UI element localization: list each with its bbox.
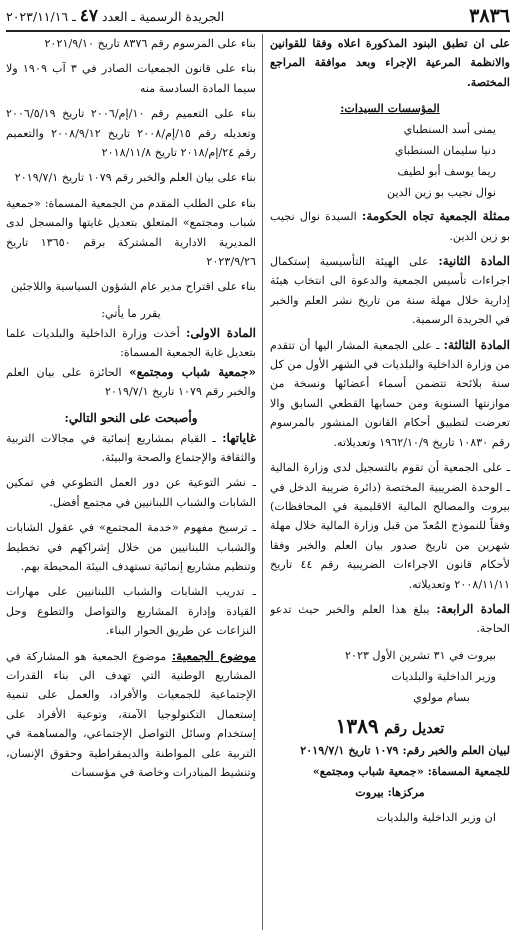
amendment-number: ١٣٨٩	[335, 713, 379, 738]
goal-4: ـ تدريب الشابات والشباب اللبنانيين على مهارات القيادة وإدارة المشاريع والتواصل والتطوع وحل النزاعات عن طريق الحوار البناء.	[6, 585, 256, 638]
representative-text: السيدة نوال نجيب بو زين الدين.	[270, 210, 510, 243]
article-1-text: أخذت وزارة الداخلية والبلديات علما بتعديل غاية الجمعية المسماة:	[6, 326, 256, 360]
article-2-text: على الهيئة التأسيسية إستكمال اجراءات تأسيس الجمعية والدعوة الى انتخاب هيئة إدارية خلال مهلة سنة من تاريخ نشر العلم والخبر في الجريدة الرسمية.	[270, 255, 510, 327]
basis-3: بناء على التعميم رقم ١٠/إم/٢٠٠٦ تاريخ ٢٠٠٦/٥/١٩ وتعديله رقم ١٥/إم/٢٠٠٨ تاريخ ٢٠٠٨/٩/١٢ والتعميم رقم ٢٤/إم/٢٠١٨ تاريخ ٢٠١٨/١١/٨	[6, 107, 256, 160]
gazette-issue	[6, 6, 224, 26]
article-3-text: ـ على الجمعية المشار اليها أن تتقدم من وزارة الداخلية والبلديات في الشهر الأول من كل سنة بلائحة تتضمن أسماء أعضائها ونسخة من موازنتها السنوية ومن حسابها القطعي السابق والا تعرضت لتطبيق أحكام القانون المنشور بالمرسوم رقم ١٠٨٣٠ تاريخ ١٩٦٢/١٠/٩ وتعديلاته.	[270, 338, 510, 449]
article-3-label: المادة الثالثة:	[443, 337, 510, 352]
article-2-label: المادة الثانية:	[438, 254, 510, 269]
article-4	[270, 600, 510, 639]
founders-title: المؤسسات السيدات:	[340, 101, 440, 116]
amendment-heading	[270, 714, 510, 738]
goal-3: ـ ترسيخ مفهوم «خدمة المجتمع» في عقول الشابات والشباب اللبنانيين من خلال إشراكهم في تخطيط وتنظيم مشاريع إنمائية تستهدف البيئة المحيطة بهم.	[6, 521, 256, 573]
goals-label: غاياتها:	[222, 430, 256, 445]
subject-text: موضوع الجمعية هو المشاركة في المشاريع الوطنية التي تهدف الى بناء القدرات الإجتماعية للجمعيات والأفراد، والعمل على تنمية إستعمال التكنولوجيا الآمنة، وتوعية الأفراد على إستخدام وسائل التواصل الإجتماعي، والمساهمة في التربية على المواطنة والديمقراطية وحقوق الإنسان، وتنشيط المبادرات وخاصة في مؤسسات	[6, 649, 256, 779]
founder-4: نوال نجيب بو زين الدين	[387, 186, 496, 200]
founder-1: يمنى أسد السنطباي	[403, 123, 496, 137]
article-3	[270, 336, 510, 452]
basis-6: بناء على اقتراح مدير عام الشؤون السياسية واللاجئين	[11, 280, 256, 294]
representative-label: ممثلة الجمعية تجاه الحكومة:	[361, 209, 510, 224]
representative	[270, 207, 510, 246]
intro-text: على ان تطبق البنود المذكورة اعلاه وفقا للقوانين والانظمة المرعية الإجراء وبعد موافقة المراجع المختصة.	[270, 36, 510, 89]
amendment-minister: ان وزير الداخلية والبلديات	[376, 810, 496, 824]
article-4-label: المادة الرابعة:	[436, 601, 510, 616]
became-heading: وأصبحت على النحو التالي:	[64, 410, 198, 425]
subject-label: موضوع الجمعية:	[171, 648, 256, 663]
article-1-label: المادة الاولى:	[185, 325, 256, 340]
article-3-tax: ـ على الجمعية أن تقوم بالتسجيل لدى وزارة المالية ـ الوحدة الضريبية المختصة (دائرة ضريبة الدخل في بيروت والمصالح المالية الاقليمية في المحافظات) وفقاً للنموذج المُعدّ من قبل وزارة المالية خلال مهلة شهرين من تاريخ صدور بيان العلم والخبر وفقا لأحكام قانون الاجراءات الضريبية رقم ٤٤ تاريخ ٢٠٠٨/١١/١١ وتعديلاته.	[270, 461, 510, 591]
gazette-title: الجريدة الرسمية ـ العدد	[102, 9, 225, 24]
amendment-prefix: تعديل رقم	[384, 720, 445, 737]
amendment-line-2: للجمعية المسماة: «جمعية شباب ومجتمع»	[312, 763, 510, 778]
page-header	[6, 2, 510, 32]
signature-date: بيروت في ٣١ تشرين الأول ٢٠٢٣	[344, 648, 496, 662]
amendment-hq: مركزها: بيروت	[355, 784, 425, 799]
founder-2: دنيا سليمان السنطباي	[394, 144, 496, 158]
signature-title: وزير الداخلية والبلديات	[391, 669, 496, 683]
issue-number: ٤٧	[79, 6, 99, 26]
basis-4: بناء على بيان العلم والخبر رقم ١٠٧٩ تاريخ ٢٠١٩/٧/١	[14, 171, 256, 185]
decides-heading: يقرر ما يأتي:	[101, 306, 161, 320]
goals-text: ـ القيام بمشاريع إنمائية في مجالات التربية والثقافة والإجتماع والصحة والبيئة.	[6, 431, 256, 464]
subject	[6, 647, 256, 783]
goals	[6, 429, 256, 468]
goal-2: ـ نشر التوعية عن دور العمل التطوعي في تمكين الشابات والشباب اللبنانيين في مجتمع أفضل.	[6, 476, 256, 509]
basis-1: بناء على المرسوم رقم ٨٣٧٦ تاريخ ٢٠٢١/٩/١٠	[44, 37, 256, 50]
article-1	[6, 324, 256, 402]
page-number: ٣٨٣٦	[469, 5, 510, 27]
article-2	[270, 252, 510, 330]
left-column	[6, 34, 256, 788]
signature-name: بسام مولوي	[413, 690, 470, 704]
association-name: «جمعية شباب ومجتمع»	[129, 364, 256, 379]
basis-2: بناء على قانون الجمعيات الصادر في ٣ آب ١٩٠٩ ولا سيما المادة السادسة منه	[6, 62, 256, 95]
column-divider	[262, 34, 263, 930]
right-column	[270, 34, 510, 828]
amendment-line-1: لبيان العلم والخبر رقم: ١٠٧٩ تاريخ ٢٠١٩/٧/١	[300, 742, 510, 757]
basis-5: بناء على الطلب المقدم من الجمعية المسماة: «جمعية شباب ومجتمع» المتعلق بتعديل غايتها والمسجل لدى المديرية الادارية المشتركة برقم ١٣٦٥٠ تاريخ ٢٠٢٣/٩/٢٦	[6, 196, 256, 269]
founder-3: ريما يوسف أبو لطيف	[397, 165, 496, 179]
article-4-text: يبلغ هذا العلم والخبر حيث تدعو الحاجة.	[270, 602, 510, 636]
article-1-text-2: الحائزة على بيان العلم والخبر رقم ١٠٧٩ تاريخ ٢٠١٩/٧/١	[6, 365, 256, 399]
issue-date: ـ ٢٠٢٣/١١/١٦	[6, 9, 76, 24]
